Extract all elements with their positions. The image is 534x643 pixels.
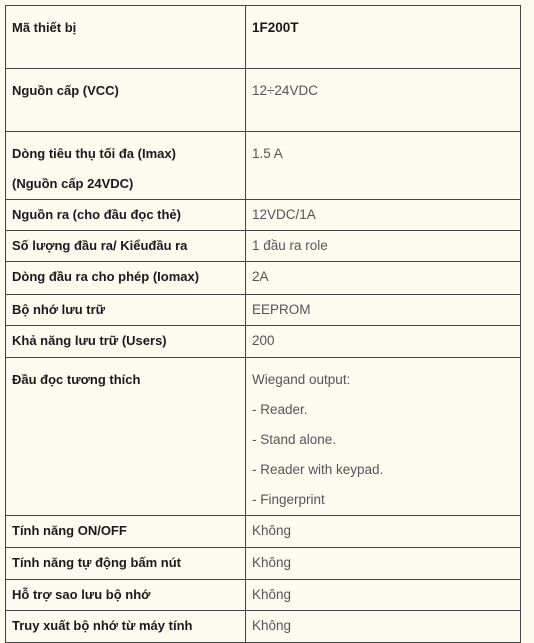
spec-label: Dòng đầu ra cho phép (Iomax) xyxy=(12,269,200,284)
spec-value-cell xyxy=(246,200,521,231)
table-row xyxy=(6,516,521,548)
spec-label: Mã thiết bị xyxy=(12,20,77,35)
spec-value-cell xyxy=(246,132,521,200)
table-row xyxy=(6,69,521,132)
spec-value: - Reader with keypad. xyxy=(252,462,384,477)
spec-value-cell xyxy=(246,358,521,516)
spec-label: Tính năng ON/OFF xyxy=(12,523,127,538)
spec-value-cell xyxy=(246,326,521,358)
spec-label: Tính năng tự động bấm nút xyxy=(12,555,181,570)
spec-label-cell xyxy=(6,326,246,358)
spec-label-cell xyxy=(6,295,246,326)
spec-label: Khả năng lưu trữ (Users) xyxy=(12,333,167,348)
spec-label: Truy xuất bộ nhớ từ máy tính xyxy=(12,618,193,633)
spec-value: Không xyxy=(252,523,292,538)
spec-value-cell xyxy=(246,6,521,69)
spec-label: Hỗ trợ sao lưu bộ nhớ xyxy=(12,587,151,602)
table-row xyxy=(6,580,521,611)
spec-value: 200 xyxy=(252,333,275,348)
spec-value: 12VDC/1A xyxy=(252,207,316,222)
spec-value-cell xyxy=(246,611,521,643)
spec-label-cell xyxy=(6,6,246,69)
spec-value-cell xyxy=(246,295,521,326)
spec-value: 1.5 A xyxy=(252,146,283,161)
spec-label-cell xyxy=(6,200,246,231)
table-row xyxy=(6,132,521,200)
spec-value-cell xyxy=(246,516,521,548)
spec-value-cell xyxy=(246,69,521,132)
spec-value: - Stand alone. xyxy=(252,432,337,447)
table-row xyxy=(6,6,521,69)
spec-label: Đầu đọc tương thích xyxy=(12,372,141,387)
spec-value: - Reader. xyxy=(252,402,308,417)
spec-label-cell xyxy=(6,516,246,548)
spec-value: EEPROM xyxy=(252,302,311,317)
table-row xyxy=(6,358,521,516)
spec-value: Không xyxy=(252,618,292,633)
spec-value: 12÷24VDC xyxy=(252,83,318,98)
spec-label-cell xyxy=(6,580,246,611)
spec-value: - Fingerprint xyxy=(252,492,325,507)
table-row xyxy=(6,326,521,358)
spec-label: Dòng tiêu thụ tối đa (Imax) xyxy=(12,146,176,161)
spec-value: Không xyxy=(252,587,292,602)
spec-label-cell xyxy=(6,548,246,580)
spec-value: Wiegand output: xyxy=(252,372,351,387)
table-row xyxy=(6,262,521,295)
table-row xyxy=(6,231,521,262)
spec-table-body xyxy=(6,6,521,643)
spec-value-cell xyxy=(246,262,521,295)
spec-value-cell xyxy=(246,231,521,262)
spec-label: Nguồn ra (cho đầu đọc thẻ) xyxy=(12,207,181,222)
table-row xyxy=(6,611,521,643)
spec-value: Không xyxy=(252,555,292,570)
spec-label-cell xyxy=(6,132,246,200)
spec-label-cell xyxy=(6,262,246,295)
spec-label: Bộ nhớ lưu trữ xyxy=(12,302,106,317)
table-row xyxy=(6,200,521,231)
spec-label-cell xyxy=(6,231,246,262)
spec-label: (Nguồn cấp 24VDC) xyxy=(12,176,134,191)
spec-value: 2A xyxy=(252,269,269,284)
spec-value: 1F200T xyxy=(252,20,299,35)
spec-value: 1 đầu ra role xyxy=(252,238,328,253)
spec-label: Nguồn cấp (VCC) xyxy=(12,83,119,98)
spec-label-cell xyxy=(6,69,246,132)
spec-label-cell xyxy=(6,358,246,516)
spec-table xyxy=(5,5,521,643)
spec-value-cell xyxy=(246,580,521,611)
spec-value-cell xyxy=(246,548,521,580)
spec-label: Số lượng đầu ra/ Kiểuđầu ra xyxy=(12,238,188,253)
table-row xyxy=(6,548,521,580)
table-row xyxy=(6,295,521,326)
spec-label-cell xyxy=(6,611,246,643)
